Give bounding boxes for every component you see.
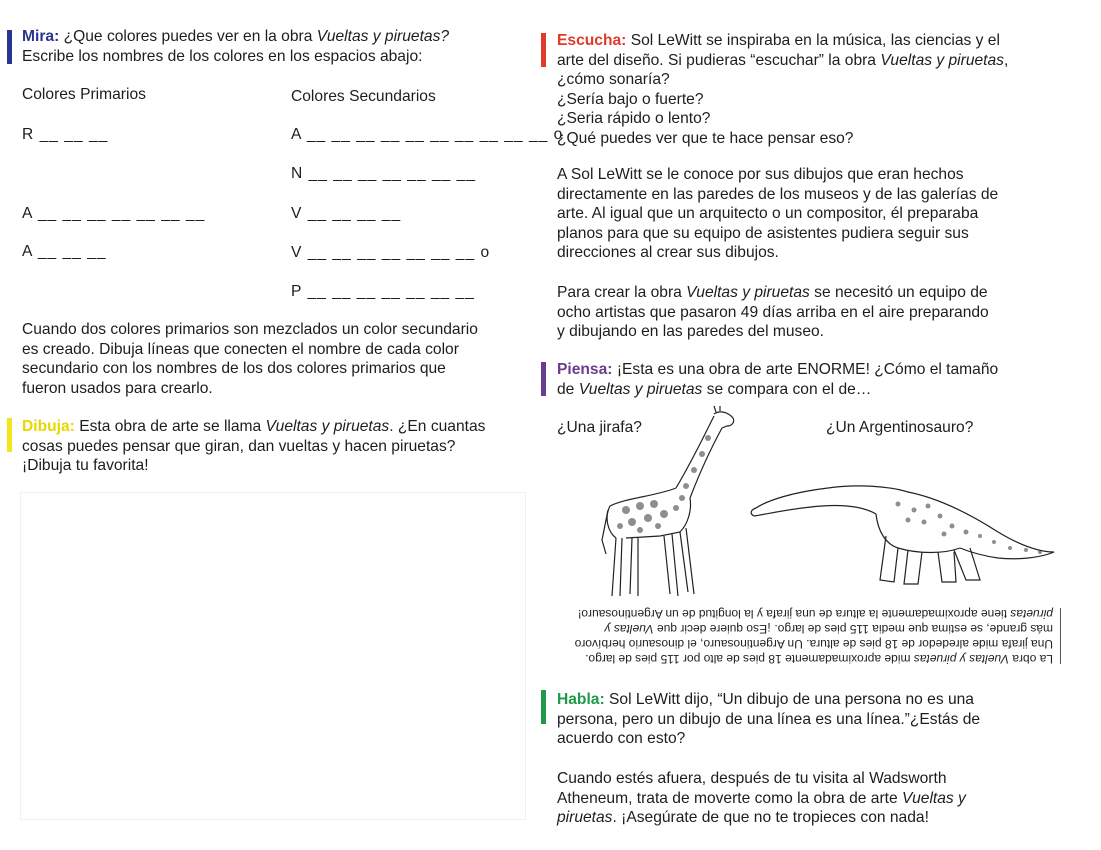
primary-colors-heading: Colores Primarios [22, 86, 146, 103]
lewitt-line-3: arte. Al igual que un arquitecto o un compositor, él preparaba [557, 205, 979, 223]
answer-line-3: más grande, se estima que media 115 pies de largo. ¡Eso quiere decir que [653, 622, 1053, 636]
mira-instruction: Escribe los nombres de los colores en los espacios abajo: [22, 47, 423, 65]
escucha-question-3: ¿Seria rápido o lento? [557, 110, 711, 128]
habla-line-2: persona, pero un dibujo de una línea es una línea.”¿Estás de [557, 710, 981, 728]
argentinosaurus-question: ¿Un Argentinosauro? [826, 419, 974, 436]
lewitt-line-4: planos para que su equipo de asistentes pudiera seguir sus [557, 224, 969, 242]
escucha-question-1: ¿cómo sonaría? [557, 71, 670, 89]
upside-down-rule [1060, 608, 1061, 664]
upside-down-answer [548, 606, 1053, 666]
mira-section [22, 27, 522, 66]
lewitt-line-1: A Sol LeWitt se le conoce por sus dibujos que eran hechos [557, 166, 964, 183]
drawing-area[interactable] [20, 492, 526, 820]
mixing-line-1: Cuando dos colores primarios son mezclados un color secundario [22, 321, 478, 338]
escucha-keyword: Escucha: [557, 32, 627, 49]
escucha-comma: , [1003, 51, 1009, 69]
afuera-line-1: Cuando estés afuera, después de tu visita al Wadsworth [557, 770, 947, 787]
dibuja-text: Esta obra de arte se llama [79, 418, 266, 435]
piensa-text-2: de [557, 380, 579, 398]
afuera-artwork-title-2: piruetas [557, 809, 613, 827]
secondary-blank-black[interactable]: N __ __ __ __ __ __ __ [291, 165, 477, 182]
answer-line-1-end: mide aproximadamente 18 pies de alto por 115 pies de largo. [585, 652, 914, 666]
crear-line-2: ocho artistas que pasaron 49 días arriba en el aire preparando [557, 303, 989, 321]
crear-line-3: y dibujando en las paredes del museo. [557, 323, 825, 341]
afuera-line-3: . ¡Asegúrate de que no te tropieces con nada! [612, 809, 929, 827]
piensa-accent-bar [541, 362, 546, 396]
primary-blank-red[interactable]: R __ __ __ [22, 126, 109, 143]
crear-artwork-title: Vueltas y piruetas [686, 284, 810, 301]
escucha-section [557, 31, 1087, 149]
mixing-line-4: fueron usados para crearlo. [22, 379, 213, 397]
dibuja-line-2: cosas puedes pensar que giran, dan vueltas y hacen piruetas? [22, 437, 456, 455]
lewitt-line-2: directamente en las paredes de los museos y de las galerías de [557, 185, 999, 203]
escucha-text-2: arte del diseño. Si pudieras “escuchar” la obra [557, 51, 881, 69]
dibuja-keyword: Dibuja: [22, 418, 75, 435]
secondary-blank-purple[interactable]: P __ __ __ __ __ __ __ [291, 283, 475, 300]
primary-blank-yellow[interactable]: A __ __ __ __ __ __ __ [22, 205, 206, 222]
habla-text: Sol LeWitt dijo, “Un dibujo de una persona no es una [609, 691, 974, 708]
afuera-artwork-title: Vueltas y [901, 789, 966, 807]
escucha-accent-bar [541, 33, 546, 67]
escucha-question-4: ¿Qué puedes ver que te hace pensar eso? [557, 129, 854, 147]
habla-line-3: acuerdo con esto? [557, 730, 686, 748]
giraffe-illustration [596, 406, 741, 602]
mixing-line-2: es creado. Dibuja líneas que conecten el nombre de cada color [22, 340, 459, 358]
secondary-blank-orange[interactable]: A __ __ __ __ __ __ __ __ __ __ o [291, 126, 564, 143]
dibuja-section [22, 417, 532, 476]
lewitt-line-5: direcciones al crear sus dibujos. [557, 244, 779, 262]
crear-paragraph [557, 283, 1087, 342]
piensa-text: ¡Esta es una obra de arte ENORME! ¿Cómo el tamaño [616, 361, 999, 378]
crear-text: Para crear la obra [557, 284, 687, 301]
habla-section [557, 690, 1087, 749]
dibuja-accent-bar [7, 418, 12, 452]
crear-text-end: se necesitó un equipo de [809, 284, 988, 301]
secondary-colors-heading: Colores Secundarios [291, 88, 436, 105]
secondary-blank-green[interactable]: V __ __ __ __ [291, 205, 402, 222]
dibuja-line-3: ¡Dibuja tu favorita! [22, 457, 149, 475]
secondary-blank-violet[interactable]: V __ __ __ __ __ __ __ o [291, 244, 491, 261]
answer-line-1: La obra [1008, 652, 1053, 666]
lewitt-paragraph [557, 165, 1087, 263]
dibuja-artwork-title: Vueltas y piruetas [265, 418, 390, 435]
argentinosaurus-illustration [748, 470, 1060, 588]
escucha-question-2: ¿Sería bajo o fuerte? [557, 90, 704, 108]
mira-accent-bar [7, 30, 12, 64]
piensa-artwork-title: Vueltas y piruetas [578, 380, 703, 398]
afuera-paragraph [557, 769, 1087, 828]
mira-artwork-title: Vueltas y piruetas? [316, 28, 450, 45]
mixing-paragraph [22, 320, 522, 398]
piensa-section [557, 360, 1087, 399]
mixing-line-3: secundario con los nombres de los dos colores primarios que [22, 360, 446, 378]
escucha-text: Sol LeWitt se inspiraba en la música, las ciencias y el [630, 32, 1000, 49]
answer-artwork-title-2: Vueltas y [604, 622, 654, 636]
answer-line-4: tiene aproximadamente la altura de una jirafa y la longitud de un Argentinosauro! [578, 607, 1011, 621]
afuera-line-2: Atheneum, trata de moverte como la obra de arte [557, 789, 902, 807]
habla-keyword: Habla: [557, 691, 605, 708]
mira-question: ¿Que colores puedes ver en la obra [63, 28, 317, 45]
answer-line-2: Una jirafa mide alrededor de 18 pies de altura. Un Argentinosauro, el dinosaurio herbívoro [574, 637, 1053, 651]
answer-artwork-title: Vueltas y piruetas [913, 652, 1009, 666]
primary-blank-blue[interactable]: A __ __ __ [22, 243, 107, 260]
piensa-keyword: Piensa: [557, 361, 613, 378]
habla-accent-bar [541, 690, 546, 724]
mira-keyword: Mira: [22, 28, 60, 45]
answer-artwork-title-3: piruetas [1010, 607, 1053, 621]
giraffe-question: ¿Una jirafa? [557, 419, 642, 436]
escucha-artwork-title: Vueltas y piruetas [880, 51, 1004, 69]
piensa-text-2-end: se compara con el de… [702, 380, 872, 398]
dibuja-text-end: . ¿En cuantas [389, 418, 486, 435]
